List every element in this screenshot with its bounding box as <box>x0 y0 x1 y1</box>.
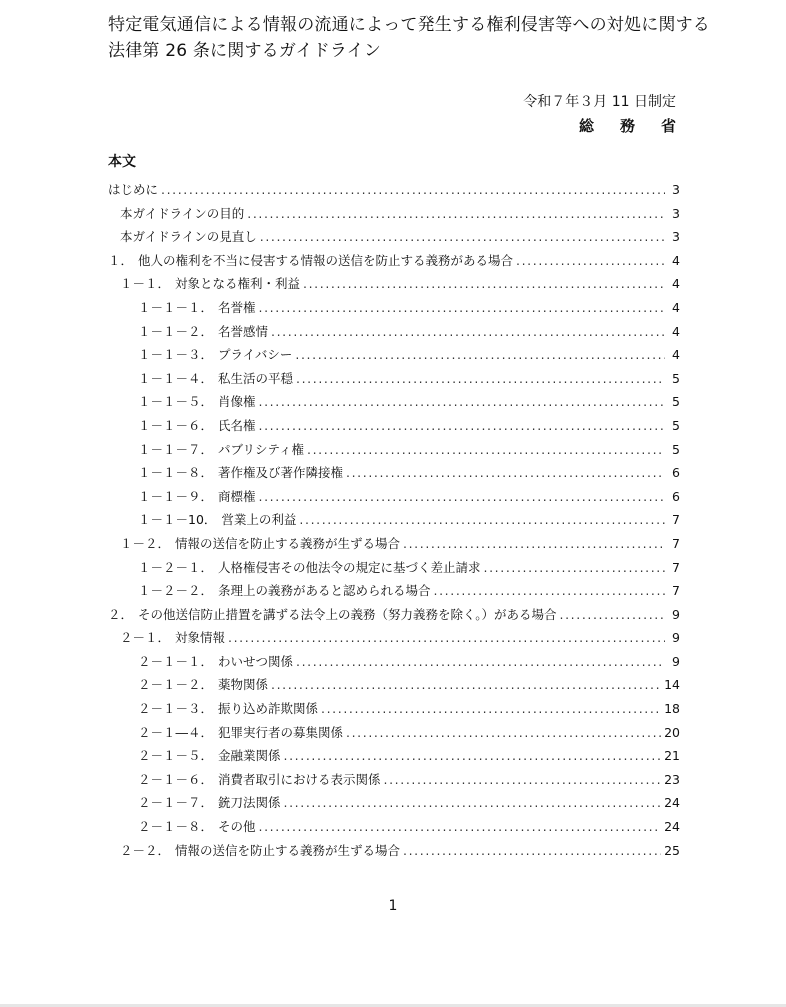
toc-entry[interactable] <box>108 225 680 249</box>
toc-dot-leader <box>296 650 665 674</box>
enactment-date: 令和７年３月 11 日制定 <box>523 94 676 110</box>
toc-entry-number: ２－１－１． <box>138 653 214 669</box>
toc-entry-label: 肖像権 <box>218 394 256 410</box>
toc-entry-page: 24 <box>664 819 680 835</box>
toc-dot-leader <box>259 485 665 509</box>
toc-entry-number: ２－１－７． <box>138 795 214 811</box>
toc-entry-page: 4 <box>672 299 680 315</box>
toc-entry-label: その他 <box>218 819 256 835</box>
toc-entry-page: 4 <box>672 276 680 292</box>
toc-entry-label: 名誉感情 <box>218 323 269 339</box>
toc-entry[interactable] <box>108 556 680 580</box>
toc-entry-label: 消費者取引における表示関係 <box>218 771 381 787</box>
title-line-1: 特定電気通信による情報の流通によって発生する権利侵害等への対処に関する <box>108 15 710 35</box>
toc-entry-page: 24 <box>664 795 680 811</box>
toc-entry-label: 本ガイドラインの見直し <box>120 229 257 245</box>
toc-entry-label: 人格権侵害その他法令の規定に基づく差止請求 <box>218 559 481 575</box>
toc-entry-page: 20 <box>664 724 680 740</box>
toc-dot-leader <box>228 626 665 650</box>
toc-entry-page: 6 <box>672 488 680 504</box>
toc-entry[interactable] <box>108 390 680 414</box>
toc-entry[interactable] <box>108 839 680 863</box>
toc-entry[interactable] <box>108 603 680 627</box>
toc-entry-page: 6 <box>672 465 680 481</box>
section-heading: 本文 <box>108 154 136 170</box>
toc-entry[interactable] <box>108 249 680 273</box>
toc-entry[interactable] <box>108 697 680 721</box>
toc-entry[interactable] <box>108 461 680 485</box>
toc-entry-page: 7 <box>672 512 680 528</box>
toc-entry-number: １－１． <box>120 276 171 292</box>
toc-entry-label: 条理上の義務があると認められる場合 <box>218 583 431 599</box>
toc-dot-leader <box>384 768 662 792</box>
toc-dot-leader <box>484 556 665 580</box>
toc-entry[interactable] <box>108 650 680 674</box>
toc-entry[interactable] <box>108 485 680 509</box>
toc-entry[interactable] <box>108 438 680 462</box>
toc-entry-number: １－１－７． <box>138 441 214 457</box>
toc-entry[interactable] <box>108 721 680 745</box>
toc-entry-number: ２－１－８． <box>138 819 214 835</box>
toc-entry[interactable] <box>108 343 680 367</box>
toc-entry-label: 私生活の平穏 <box>218 370 294 386</box>
toc-entry-number: ２． <box>108 606 134 622</box>
toc-dot-leader <box>284 744 662 768</box>
toc-entry-number: ２－１－２． <box>138 677 214 693</box>
toc-dot-leader <box>296 367 665 391</box>
toc-entry[interactable] <box>108 744 680 768</box>
toc-entry-page: 9 <box>672 630 680 646</box>
toc-entry[interactable] <box>108 579 680 603</box>
toc-entry-page: 5 <box>672 370 680 386</box>
toc-entry[interactable] <box>108 414 680 438</box>
toc-entry-label: プライバシー <box>218 347 293 363</box>
toc-dot-leader <box>434 579 665 603</box>
toc-dot-leader <box>271 673 661 697</box>
toc-entry-page: 4 <box>672 347 680 363</box>
toc-entry-label: 他人の権利を不当に侵害する情報の送信を防止する義務がある場合 <box>138 252 514 268</box>
toc-entry[interactable] <box>108 320 680 344</box>
toc-entry-page: 3 <box>672 229 680 245</box>
toc-dot-leader <box>260 225 665 249</box>
toc-entry[interactable] <box>108 768 680 792</box>
toc-dot-leader <box>321 697 661 721</box>
toc-entry-label: 著作権及び著作隣接権 <box>218 465 344 481</box>
toc-entry[interactable] <box>108 178 680 202</box>
toc-entry-label: はじめに <box>108 182 159 197</box>
toc-dot-leader <box>259 296 665 320</box>
toc-entry-number: １－２． <box>120 535 171 551</box>
toc-entry-page: 21 <box>664 748 680 764</box>
toc-entry-label: 情報の送信を防止する義務が生ずる場合 <box>175 842 401 858</box>
toc-entry[interactable] <box>108 367 680 391</box>
toc-dot-leader <box>560 603 665 627</box>
toc-entry-label: 本ガイドラインの目的 <box>120 205 245 221</box>
toc-entry-label: 犯罪実行者の募集関係 <box>218 724 344 740</box>
toc-entry-number: ２－１． <box>120 630 171 646</box>
toc-entry-number: １－１－５． <box>138 394 214 410</box>
table-of-contents <box>108 178 680 862</box>
toc-entry[interactable] <box>108 626 680 650</box>
toc-entry-label: 金融業関係 <box>218 748 281 764</box>
toc-entry-page: 7 <box>672 535 680 551</box>
toc-entry-page: 25 <box>664 842 680 858</box>
toc-entry[interactable] <box>108 508 680 532</box>
toc-entry-page: 7 <box>672 559 680 575</box>
toc-entry-page: 9 <box>672 653 680 669</box>
toc-dot-leader <box>259 390 665 414</box>
toc-dot-leader <box>346 461 665 485</box>
toc-entry[interactable] <box>108 532 680 556</box>
toc-entry-label: わいせつ関係 <box>218 653 294 669</box>
toc-dot-leader <box>247 202 665 226</box>
toc-entry[interactable] <box>108 272 680 296</box>
toc-entry-number: １－１－８． <box>138 465 214 481</box>
toc-entry-number: ２－１―４． <box>138 724 214 740</box>
toc-entry[interactable] <box>108 815 680 839</box>
ministry-name: 総務省 <box>578 117 702 135</box>
toc-dot-leader <box>299 508 665 532</box>
toc-entry-page: 3 <box>672 182 680 197</box>
page-number: 1 <box>388 898 398 914</box>
toc-entry-label: 対象情報 <box>175 630 226 646</box>
toc-entry-page: 14 <box>664 677 680 693</box>
toc-entry-number: １－１－１． <box>138 299 214 315</box>
toc-entry-number: １－１－10． <box>138 512 217 528</box>
toc-entry-page: 9 <box>672 606 680 622</box>
toc-entry-label: パブリシティ権 <box>218 441 305 457</box>
document-title <box>108 12 708 64</box>
toc-entry-label: 薬物関係 <box>218 677 269 693</box>
toc-dot-leader <box>403 839 661 863</box>
toc-entry-number: ２－１－６． <box>138 771 214 787</box>
title-line-2: 法律第 26 条に関するガイドライン <box>108 41 382 61</box>
toc-dot-leader <box>403 532 665 556</box>
toc-entry-label: 振り込め詐欺関係 <box>218 701 319 717</box>
toc-entry-label: 対象となる権利・利益 <box>175 276 301 292</box>
toc-entry-page: 3 <box>672 205 680 221</box>
toc-entry-number: １－１－６． <box>138 417 214 433</box>
toc-entry[interactable] <box>108 673 680 697</box>
toc-dot-leader <box>346 721 661 745</box>
toc-entry-page: 18 <box>664 701 680 717</box>
toc-entry[interactable] <box>108 296 680 320</box>
toc-entry-label: 銃刀法関係 <box>218 795 281 811</box>
toc-entry-label: 名誉権 <box>218 299 256 315</box>
toc-dot-leader <box>161 178 665 202</box>
toc-dot-leader <box>271 320 665 344</box>
toc-dot-leader <box>259 815 662 839</box>
toc-entry-number: １－２－２． <box>138 583 214 599</box>
toc-dot-leader <box>295 343 665 367</box>
toc-entry-label: その他送信防止措置を講ずる法令上の義務（努力義務を除く。）がある場合 <box>138 606 557 622</box>
toc-entry-label: 氏名権 <box>218 417 256 433</box>
toc-dot-leader <box>307 438 665 462</box>
toc-entry-number: ２－１－３． <box>138 701 214 717</box>
toc-entry-label: 情報の送信を防止する義務が生ずる場合 <box>175 535 401 551</box>
toc-entry-number: ２－１－５． <box>138 748 214 764</box>
toc-entry-number: １－１－４． <box>138 370 214 386</box>
toc-dot-leader <box>516 249 665 273</box>
toc-entry-number: １－１－９． <box>138 488 214 504</box>
toc-dot-leader <box>259 414 665 438</box>
toc-entry-number: １－１－３． <box>138 347 214 363</box>
toc-entry-label: 営業上の利益 <box>221 512 297 528</box>
toc-entry-page: 7 <box>672 583 680 599</box>
toc-entry-page: 5 <box>672 394 680 410</box>
toc-entry[interactable] <box>108 791 680 815</box>
toc-entry[interactable] <box>108 202 680 226</box>
toc-entry-page: 23 <box>664 771 680 787</box>
toc-entry-number: １－２－１． <box>138 559 214 575</box>
toc-dot-leader <box>303 272 665 296</box>
toc-entry-number: １－１－２． <box>138 323 214 339</box>
toc-entry-label: 商標権 <box>218 488 256 504</box>
toc-entry-page: 5 <box>672 441 680 457</box>
toc-entry-page: 5 <box>672 417 680 433</box>
toc-entry-number: ２－２． <box>120 842 171 858</box>
toc-dot-leader <box>284 791 662 815</box>
toc-entry-number: １． <box>108 252 134 268</box>
toc-entry-page: 4 <box>672 252 680 268</box>
toc-entry-page: 4 <box>672 323 680 339</box>
